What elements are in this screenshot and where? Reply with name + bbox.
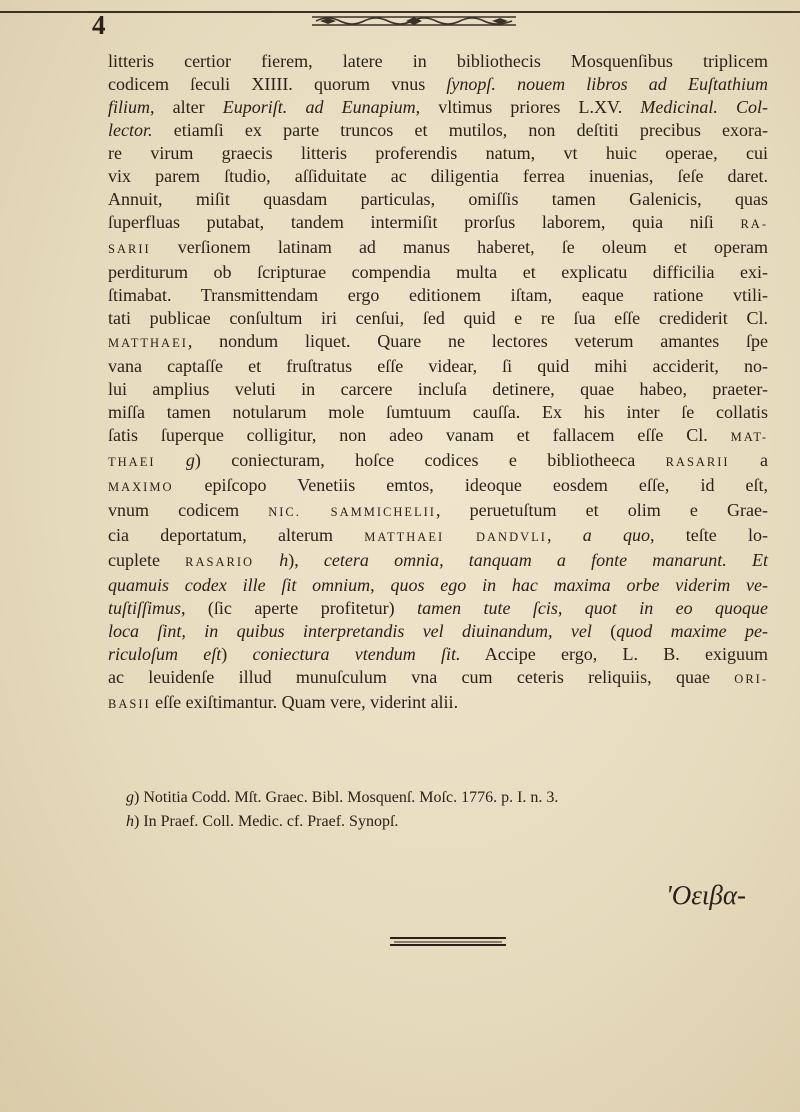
text-run: , xyxy=(546,525,583,545)
text-line xyxy=(108,378,768,401)
text-line xyxy=(108,643,768,666)
small-caps-name: SARII xyxy=(108,242,151,256)
text-run: ) Notitia Codd. Mſt. Graec. Bibl. Mosquenſ. Moſc. 1776. p. I. n. 3. xyxy=(134,789,559,806)
text-line xyxy=(108,401,768,424)
text-line xyxy=(108,236,768,261)
italic-text: a quo xyxy=(582,525,650,545)
italic-text: h xyxy=(279,550,289,570)
text-run: vix parem ſtudio, aſſiduitate ac diligentia ferrea inuenias, ſeſe daret. xyxy=(108,166,768,186)
italic-text: h xyxy=(126,813,134,830)
small-caps-name: BASII xyxy=(108,697,151,711)
text-run: verſionem latinam ad manus haberet, ſe oleum et operam xyxy=(150,237,768,257)
italic-text: cetera omnia, tanquam a fonte manarunt. Et xyxy=(323,550,768,570)
text-run: vnum codicem xyxy=(108,500,269,520)
text-run: a xyxy=(729,450,768,470)
text-run: cuplete xyxy=(108,550,186,570)
text-run: eſſe exiſtimantur. Quam vere, viderint alii. xyxy=(150,692,459,712)
text-run: ſtimabat. Transmittendam ergo editionem iſtam, eaque ratione vtili- xyxy=(108,285,768,305)
text-line xyxy=(108,666,768,691)
text-line xyxy=(108,620,768,643)
small-caps-name: MAXIMO xyxy=(108,480,174,494)
text-run: lui amplius veluti in carcere incluſa detinere, quae habeo, praeter- xyxy=(108,379,768,399)
small-caps-name: MATTHAEI DANDVLI xyxy=(364,530,547,544)
text-run xyxy=(156,450,186,470)
text-run: , vltimus priores L.XV. xyxy=(415,97,641,117)
text-run: etiamſi ex parte truncos et mutilos, non deſtiti precibus exora- xyxy=(152,120,768,140)
text-run: , alter xyxy=(150,97,223,117)
text-run: litteris certior fierem, latere in bibliothecis Mosquenſibus triplicem xyxy=(108,51,768,71)
text-line xyxy=(108,330,768,355)
text-line xyxy=(108,119,768,142)
italic-text: ſynopſ. nouem libros ad Euſtathium xyxy=(446,74,768,94)
text-line xyxy=(108,284,768,307)
text-run: , teſte lo- xyxy=(649,525,768,545)
small-caps-name: ORI- xyxy=(734,672,768,686)
italic-text: coniectura vtendum ſit. xyxy=(252,644,461,664)
italic-text: tuſtiſſimus xyxy=(108,598,182,618)
text-run: , (ſic aperte profitetur) xyxy=(181,598,418,618)
text-run: codicem ſeculi XIIII. quorum vnus xyxy=(108,74,447,94)
italic-text: Medicinal. Col- xyxy=(640,97,768,117)
italic-text: loca ſint, in quibus interpretandis vel diuinandum, vel xyxy=(108,621,592,641)
italic-text: Euporiſt. ad Eunapium xyxy=(222,97,416,117)
text-run: ) coniecturam, hoſce codices e bibliotheeca xyxy=(194,450,666,470)
text-line xyxy=(108,597,768,620)
footnote xyxy=(126,786,766,810)
text-line xyxy=(108,524,768,549)
text-line xyxy=(108,211,768,236)
text-run xyxy=(254,550,279,570)
italic-text: g xyxy=(126,789,134,806)
small-caps-name: NIC. SAMMICHELII xyxy=(268,505,436,519)
text-run: re virum graecis litteris proferendis natum, vt huic operae, cui xyxy=(108,143,768,163)
text-run: ) In Praef. Coll. Medic. cf. Praef. Synopſ. xyxy=(134,813,399,830)
italic-text: tamen tute ſcis, quot in eo quoque xyxy=(417,598,768,618)
text-run: ſuperfluas putabat, tandem intermiſit prorſus laborem, quia niſi xyxy=(108,212,741,232)
small-caps-name: MATTHAEI xyxy=(108,336,188,350)
text-run: ſatis ſuperque colligitur, non adeo vanam et fallacem eſſe Cl. xyxy=(108,425,731,445)
text-line xyxy=(108,449,768,474)
page-number: 4 xyxy=(92,10,106,40)
text-run: cia deportatum, alterum xyxy=(108,525,365,545)
top-rule xyxy=(0,11,800,13)
text-line xyxy=(108,691,768,716)
text-run: epiſcopo Venetiis emtos, ideoque eosdem eſſe, id eſt, xyxy=(173,475,768,495)
italic-text: riculoſum eſt xyxy=(108,644,222,664)
headpiece-ornament xyxy=(310,14,518,28)
text-line xyxy=(108,96,768,119)
text-run: ac leuidenſe illud munuſculum vna cum ceteris reliquiis, quae xyxy=(108,667,735,687)
text-line xyxy=(108,188,768,211)
text-run: tati publicae conſultum iri cenſui, ſed quid e re ſua eſſe crediderit Cl. xyxy=(108,308,768,328)
footnote xyxy=(126,810,766,834)
italic-text: quamuis codex ille ſit omnium, quos ego in hac maxima orbe viderim ve- xyxy=(108,575,768,595)
text-run: perditurum ob ſcripturae compendia multa et explicatu difficilia exi- xyxy=(108,262,768,282)
italic-text: quod maxime pe- xyxy=(616,621,768,641)
text-run: , peruetuſtum et olim e Grae- xyxy=(435,500,768,520)
small-caps-name: RA- xyxy=(740,217,768,231)
body-text xyxy=(108,50,768,716)
small-caps-name: THAEI xyxy=(108,455,156,469)
text-line xyxy=(108,424,768,449)
small-caps-name: RASARII xyxy=(665,455,730,469)
italic-text: filium xyxy=(108,97,151,117)
text-run: miſſa tamen notularum mole ſumtuum cauſſa. Ex his inter ſe collatis xyxy=(108,402,768,422)
tailpiece-rule xyxy=(388,934,508,948)
small-caps-name: RASARIO xyxy=(185,555,255,569)
italic-text: g xyxy=(185,450,195,470)
text-run: ), xyxy=(288,550,324,570)
text-line xyxy=(108,165,768,188)
text-line xyxy=(108,355,768,378)
italic-text: lector. xyxy=(108,120,153,140)
text-run: ) xyxy=(221,644,253,664)
text-line xyxy=(108,574,768,597)
text-line xyxy=(108,499,768,524)
catchword: ʹΟειβα- xyxy=(666,880,747,910)
text-line xyxy=(108,307,768,330)
text-line xyxy=(108,261,768,284)
text-line xyxy=(108,142,768,165)
text-line xyxy=(108,474,768,499)
text-run: , nondum liquet. Quare ne lectores veterum amantes ſpe xyxy=(187,331,768,351)
text-run: ( xyxy=(591,621,617,641)
text-line xyxy=(108,549,768,574)
text-line xyxy=(108,73,768,96)
text-run: vana captaſſe et fruſtratus eſſe videar, ſi quid mihi acciderit, no- xyxy=(108,356,768,376)
small-caps-name: MAT- xyxy=(730,430,768,444)
footnotes xyxy=(126,786,766,834)
text-line xyxy=(108,50,768,73)
text-run: Annuit, miſit quasdam particulas, omiſſis tamen Galenicis, quas xyxy=(108,189,768,209)
text-run: Accipe ergo, L. B. exiguum xyxy=(460,644,768,664)
